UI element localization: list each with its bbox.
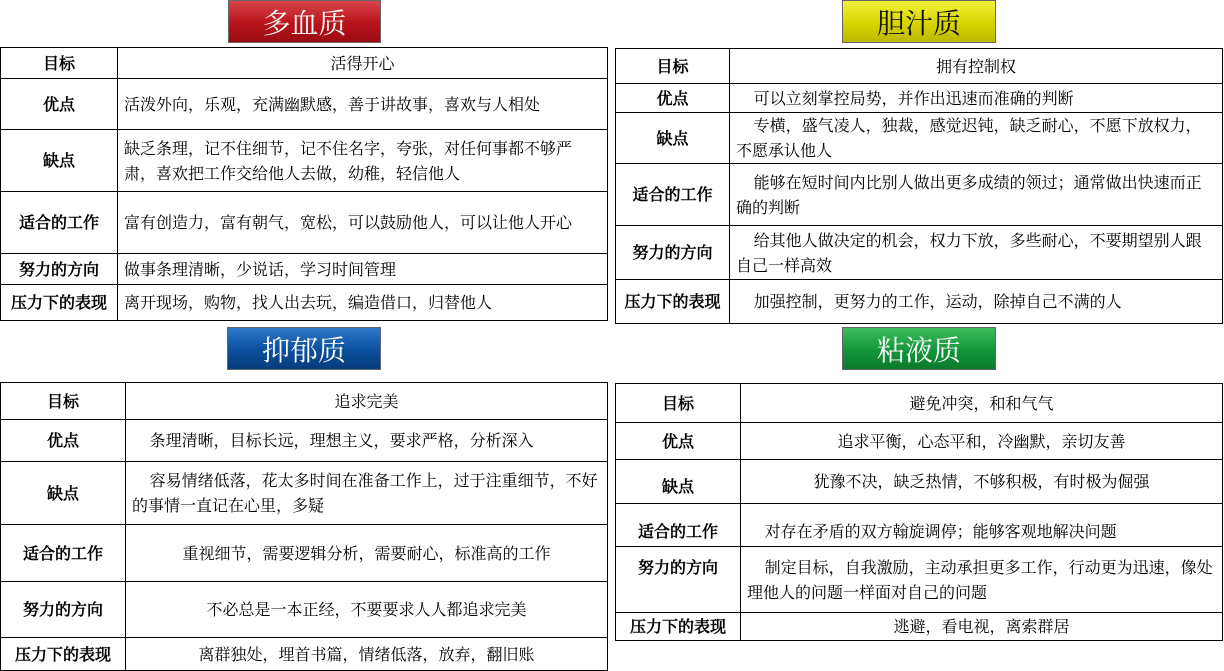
row-value: 重视细节，需要逻辑分析，需要耐心，标准高的工作 [126, 525, 608, 582]
row-label: 目标 [1, 48, 118, 79]
row-value: 离群独处，埋首书篇，情绪低落，放弃，翻旧账 [126, 638, 608, 671]
row-label: 优点 [1, 420, 126, 462]
table-row [1, 525, 608, 582]
row-label: 适合的工作 [1, 192, 118, 254]
row-value: 不必总是一本正经，不要要求人人都追求完美 [126, 582, 608, 638]
table-row [1, 638, 608, 671]
table-row [1, 462, 608, 525]
table-row [616, 113, 1223, 164]
row-value: 做事条理清晰，少说话，学习时间管理 [118, 254, 608, 285]
row-label: 适合的工作 [616, 164, 730, 226]
row-value: 专横，盛气凌人，独裁，感觉迟钝，缺乏耐心，不愿下放权力，不愿承认他人 [730, 113, 1223, 164]
row-label: 缺点 [1, 462, 126, 525]
row-label: 努力的方向 [616, 226, 730, 280]
row-value: 富有创造力，富有朝气，宽松，可以鼓励他人，可以让他人开心 [118, 192, 608, 254]
row-value: 活泼外向，乐观，充满幽默感，善于讲故事，喜欢与人相处 [118, 79, 608, 130]
row-value: 拥有控制权 [730, 49, 1223, 84]
table-row [616, 280, 1223, 324]
section-title-choleric: 胆汁质 [842, 0, 996, 43]
row-label: 努力的方向 [1, 582, 126, 638]
table-row [1, 48, 608, 79]
table-row [1, 130, 608, 192]
table-row [1, 582, 608, 638]
row-label: 适合的工作 [616, 504, 741, 547]
row-value: 可以立刻掌控局势，并作出迅速而准确的判断 [730, 84, 1223, 113]
row-value: 给其他人做决定的机会，权力下放，多些耐心，不要期望别人跟自己一样高效 [730, 226, 1223, 280]
row-label: 缺点 [1, 130, 118, 192]
table-row [1, 383, 608, 420]
row-label: 压力下的表现 [1, 285, 118, 321]
table-row [1, 79, 608, 130]
table-row [1, 192, 608, 254]
table-row [616, 49, 1223, 84]
row-value: 追求完美 [126, 383, 608, 420]
table-row [616, 460, 1223, 504]
section-title-phlegmatic: 粘液质 [842, 327, 996, 370]
row-label: 优点 [616, 84, 730, 113]
table-row [616, 226, 1223, 280]
section-title-sanguine: 多血质 [228, 0, 381, 43]
row-value: 活得开心 [118, 48, 608, 79]
row-value: 缺乏条理，记不住细节，记不住名字，夸张，对任何事都不够严肃，喜欢把工作交给他人去做，幼稚，轻信他人 [118, 130, 608, 192]
row-value: 避免冲突，和和气气 [741, 384, 1223, 423]
row-label: 目标 [616, 384, 741, 423]
table-row [616, 164, 1223, 226]
table-row [1, 254, 608, 285]
row-value: 对存在矛盾的双方翰旋调停；能够客观地解决问题 [741, 504, 1223, 547]
row-label: 缺点 [616, 460, 741, 504]
table-row [1, 285, 608, 321]
section-title-melancholic: 抑郁质 [227, 327, 381, 370]
row-label: 适合的工作 [1, 525, 126, 582]
row-value: 追求平衡，心态平和，冷幽默，亲切友善 [741, 423, 1223, 460]
row-value: 容易情绪低落，花太多时间在准备工作上，过于注重细节，不好的事情一直记在心里，多疑 [126, 462, 608, 525]
row-label: 目标 [1, 383, 126, 420]
table-row [616, 384, 1223, 423]
row-label: 努力的方向 [616, 547, 741, 613]
row-value: 制定目标，自我激励，主动承担更多工作，行动更为迅速，像处理他人的问题一样面对自己的问题 [741, 547, 1223, 613]
row-value: 犹豫不决，缺乏热情，不够积极，有时极为倔强 [741, 460, 1223, 504]
row-value: 条理清晰，目标长远，理想主义，要求严格，分析深入 [126, 420, 608, 462]
table-row [1, 420, 608, 462]
row-label: 目标 [616, 49, 730, 84]
row-label: 优点 [616, 423, 741, 460]
row-label: 优点 [1, 79, 118, 130]
row-label: 缺点 [616, 113, 730, 164]
row-value: 逃避，看电视，离索群居 [741, 613, 1223, 641]
row-label: 压力下的表现 [1, 638, 126, 671]
table-row [616, 84, 1223, 113]
row-value: 能够在短时间内比别人做出更多成绩的领过；通常做出快速而正确的判断 [730, 164, 1223, 226]
table-row [616, 423, 1223, 460]
row-label: 压力下的表现 [616, 280, 730, 324]
temperament-table-melancholic [0, 382, 608, 671]
row-value: 离开现场，购物，找人出去玩，编造借口，归替他人 [118, 285, 608, 321]
row-label: 压力下的表现 [616, 613, 741, 641]
table-row [616, 613, 1223, 641]
temperament-table-phlegmatic [615, 383, 1223, 641]
table-row [616, 547, 1223, 613]
row-value: 加强控制，更努力的工作，运动，除掉自己不满的人 [730, 280, 1223, 324]
temperament-table-choleric [615, 48, 1223, 324]
table-row [616, 504, 1223, 547]
temperament-table-sanguine [0, 47, 608, 321]
row-label: 努力的方向 [1, 254, 118, 285]
